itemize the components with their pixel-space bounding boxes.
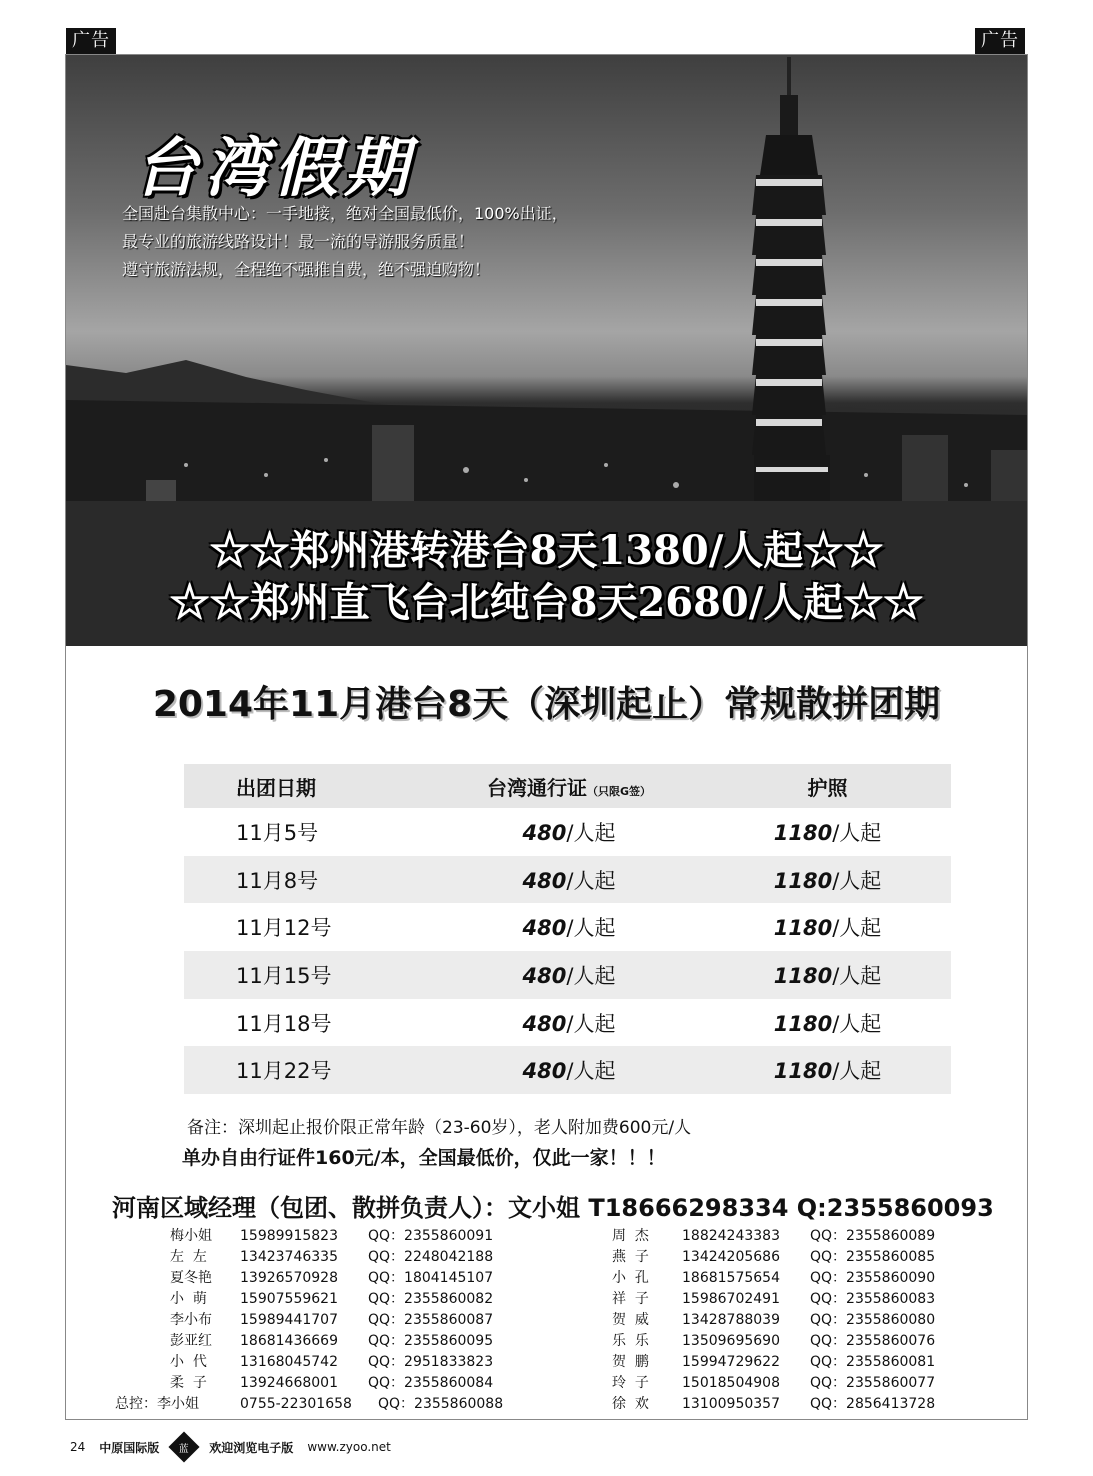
contact-name: 贺 威 [612, 1312, 649, 1328]
contact-total [115, 1394, 528, 1415]
row-tw-price: 480/人起 [522, 916, 616, 941]
contact-name: 燕 子 [612, 1249, 649, 1265]
contact-qq: QQ：2951833823 [368, 1354, 494, 1370]
row-passport-price: 1180/人起 [773, 820, 882, 845]
contact-row [170, 1289, 518, 1310]
row-passport-price: 1180/人起 [773, 916, 882, 941]
contact-qq: QQ：2355860080 [810, 1312, 936, 1328]
price-banner [66, 501, 1027, 646]
contact-qq: QQ：2355860084 [368, 1375, 494, 1391]
contact-phone: 13428788039 [682, 1312, 780, 1328]
table-row [184, 951, 951, 999]
contact-qq: QQ：2355860089 [810, 1228, 936, 1244]
table-row [184, 999, 951, 1047]
contact-name: 总控：李小姐 [115, 1396, 199, 1412]
remark-note: 备注：深圳起止报价限正常年龄（23-60岁），老人附加费600元/人 [187, 1118, 692, 1138]
contact-phone: 15994729622 [682, 1354, 780, 1370]
row-tw-price: 480/人起 [522, 820, 616, 845]
hero-image [66, 55, 1027, 501]
contact-name: 夏冬艳 [170, 1270, 212, 1286]
contact-row [170, 1310, 518, 1331]
contact-row [612, 1373, 960, 1394]
schedule-title: 2014年11月港台8天（深圳起止）常规散拼团期 [152, 684, 941, 725]
contact-phone: 15986702491 [682, 1291, 780, 1307]
contact-phone: 0755-22301658 [240, 1396, 352, 1412]
contact-row [170, 1247, 518, 1268]
contact-qq: QQ：2355860090 [810, 1270, 936, 1286]
contact-row [612, 1352, 960, 1373]
contact-qq: QQ：1804145107 [368, 1270, 494, 1286]
contact-row [170, 1268, 518, 1289]
contact-phone: 15018504908 [682, 1375, 780, 1391]
header-date: 出团日期 [236, 775, 316, 800]
contact-phone: 13926570928 [240, 1270, 338, 1286]
row-passport-price: 1180/人起 [773, 1011, 882, 1036]
hero-line-3: 遵守旅游法规，全程绝不强推自费，绝不强迫购物！ [122, 260, 491, 279]
contact-qq: QQ：2355860087 [368, 1312, 494, 1328]
row-date: 11月5号 [236, 820, 319, 845]
contact-qq: QQ：2355860088 [378, 1396, 504, 1412]
contact-name: 祥 子 [612, 1291, 649, 1307]
contact-name: 小 孔 [612, 1270, 649, 1286]
row-tw-price: 480/人起 [522, 868, 616, 893]
contact-phone: 18824243383 [682, 1228, 780, 1244]
table-row [184, 1046, 951, 1094]
row-date: 11月15号 [236, 963, 332, 988]
row-tw-price: 480/人起 [522, 1059, 616, 1084]
contact-row [170, 1352, 518, 1373]
hero-title: 台湾假期 [134, 131, 414, 206]
contact-name: 玲 子 [612, 1375, 649, 1391]
contact-name: 贺 鹏 [612, 1354, 649, 1370]
contact-phone: 15989441707 [240, 1312, 338, 1328]
contacts-left [170, 1226, 518, 1394]
row-passport-price: 1180/人起 [773, 1059, 882, 1084]
contact-qq: QQ：2248042188 [368, 1249, 494, 1265]
contact-row [612, 1394, 960, 1415]
contact-name: 周 杰 [612, 1228, 649, 1244]
contact-name: 乐 乐 [612, 1333, 649, 1349]
contact-name: 小 萌 [170, 1291, 207, 1307]
contacts-right [612, 1226, 960, 1415]
page-footer [70, 1436, 391, 1458]
contact-phone: 13424205686 [682, 1249, 780, 1265]
row-tw-price: 480/人起 [522, 963, 616, 988]
contact-name: 李小布 [170, 1312, 212, 1328]
contact-phone: 15907559621 [240, 1291, 338, 1307]
table-header [184, 764, 951, 808]
hero-line-1: 全国赴台集散中心：一手地接，绝对全国最低价，100%出证， [122, 204, 568, 223]
header-tw-pass: 台湾通行证（只限G签） [486, 775, 652, 800]
table-row [184, 808, 951, 856]
contact-phone: 13168045742 [240, 1354, 338, 1370]
page-number: 24 [70, 1440, 86, 1454]
ad-tag-left: 广告 [66, 28, 116, 54]
footer-slogan: 欢迎浏览电子版 [209, 1440, 294, 1455]
brand-logo-icon: 蓝 [169, 1431, 200, 1462]
table-row [184, 856, 951, 904]
contact-qq: QQ：2355860076 [810, 1333, 936, 1349]
contact-phone: 18681575654 [682, 1270, 780, 1286]
contact-name: 梅小姐 [170, 1228, 212, 1244]
contact-phone: 18681436669 [240, 1333, 338, 1349]
contact-qq: QQ：2355860082 [368, 1291, 494, 1307]
row-date: 11月22号 [236, 1059, 332, 1084]
header-tw-pass-note: （只限G签） [586, 784, 652, 798]
contact-qq: QQ：2355860091 [368, 1228, 494, 1244]
contact-phone: 13100950357 [682, 1396, 780, 1412]
contact-row [612, 1247, 960, 1268]
contact-row [612, 1268, 960, 1289]
contact-qq: QQ：2856413728 [810, 1396, 936, 1412]
contact-qq: QQ：2355860085 [810, 1249, 936, 1265]
contact-row [170, 1373, 518, 1394]
hero-line-2: 最专业的旅游线路设计！最一流的导游服务质量！ [122, 232, 475, 251]
contact-phone: 13924668001 [240, 1375, 338, 1391]
footer-url[interactable]: www.zyoo.net [307, 1440, 391, 1454]
contact-name: 柔 子 [170, 1375, 207, 1391]
schedule-table [184, 764, 951, 1094]
banner-line-2: ☆☆郑州直飞台北纯台8天2680/人起☆☆ [169, 579, 924, 626]
contact-row [170, 1331, 518, 1352]
contact-phone: 13423746335 [240, 1249, 338, 1265]
contact-phone: 13509695690 [682, 1333, 780, 1349]
contact-name: 徐 欢 [612, 1396, 649, 1412]
contact-qq: QQ：2355860077 [810, 1375, 936, 1391]
row-passport-price: 1180/人起 [773, 868, 882, 893]
contact-qq: QQ：2355860081 [810, 1354, 936, 1370]
contact-row [612, 1310, 960, 1331]
contact-row [612, 1226, 960, 1247]
row-passport-price: 1180/人起 [773, 963, 882, 988]
edition-name: 中原国际版 [99, 1440, 160, 1455]
visa-note: 单办自由行证件160元/本，全国最低价，仅此一家！！！ [182, 1147, 666, 1169]
contact-name: 小 代 [170, 1354, 207, 1370]
ad-tag-right: 广告 [975, 28, 1025, 54]
regional-manager: 河南区域经理（包团、散拼负责人）：文小姐 T18666298334 Q:2355860093 [112, 1194, 994, 1222]
row-date: 11月18号 [236, 1011, 332, 1036]
contact-row [170, 1226, 518, 1247]
row-date: 11月8号 [236, 868, 319, 893]
contact-name: 彭亚红 [170, 1333, 212, 1349]
contact-row [612, 1331, 960, 1352]
contact-name: 左 左 [170, 1249, 207, 1265]
contact-row [612, 1289, 960, 1310]
contact-qq: QQ：2355860083 [810, 1291, 936, 1307]
banner-line-1: ☆☆郑州港转港台8天1380/人起☆☆ [209, 527, 884, 574]
contact-qq: QQ：2355860095 [368, 1333, 494, 1349]
row-date: 11月12号 [236, 916, 332, 941]
contact-phone: 15989915823 [240, 1228, 338, 1244]
table-row [184, 903, 951, 951]
header-passport: 护照 [807, 775, 848, 800]
row-tw-price: 480/人起 [522, 1011, 616, 1036]
